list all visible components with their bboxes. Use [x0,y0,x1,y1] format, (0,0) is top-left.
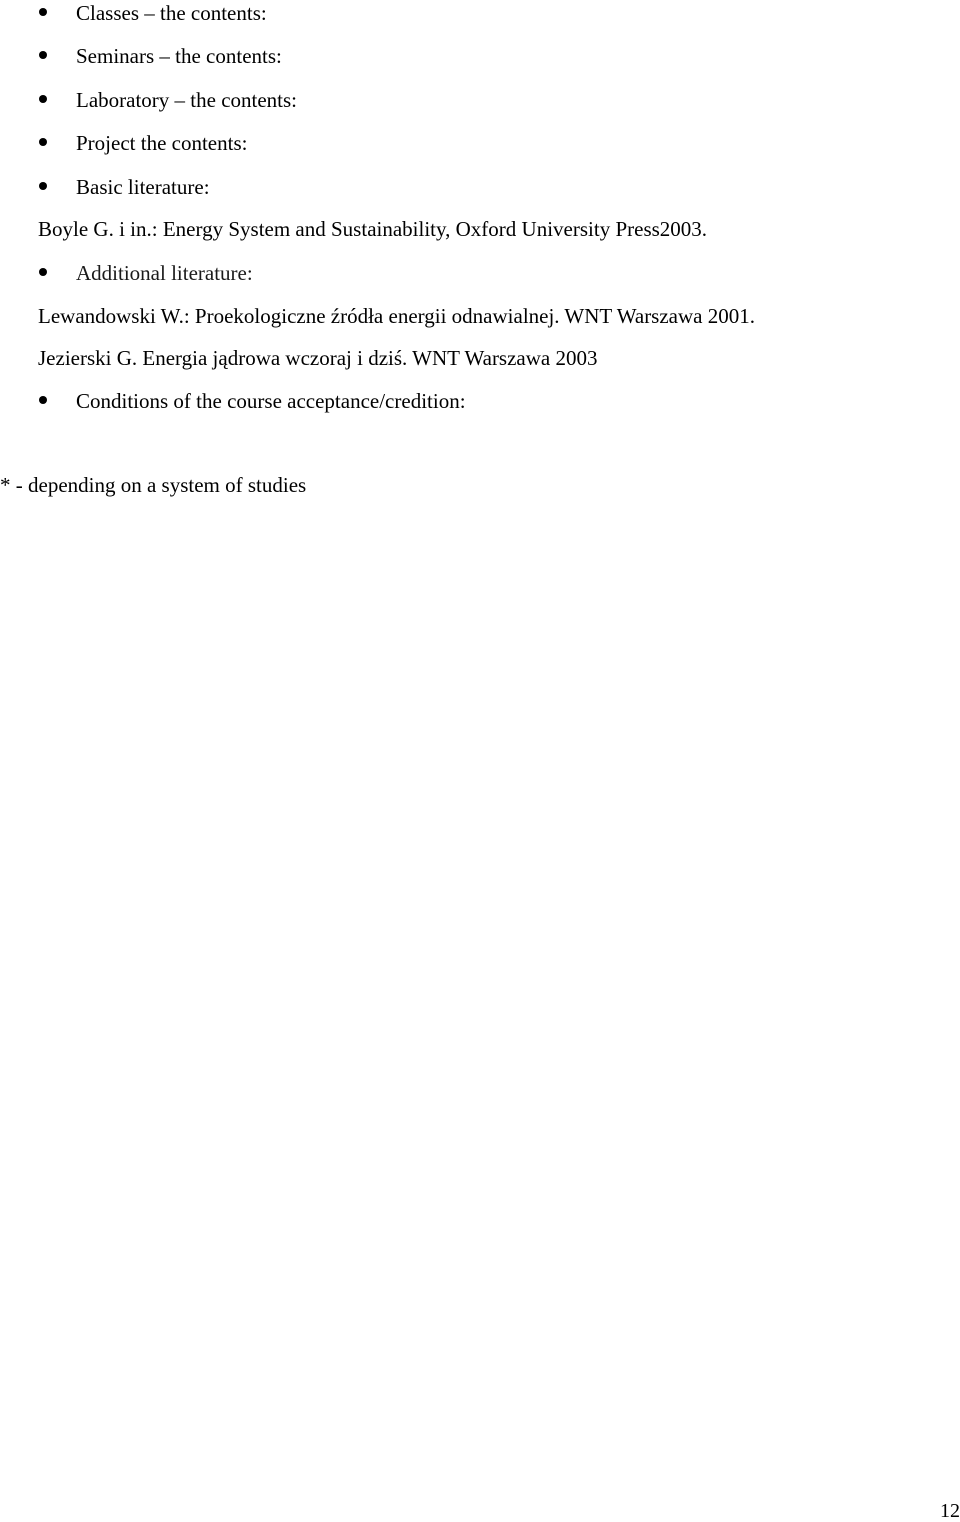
bullet-icon [39,396,47,404]
footnote: * - depending on a system of studies [0,473,307,497]
conditions-heading: Conditions of the course acceptance/credition: [76,389,466,413]
bullet-icon [39,51,47,59]
project-heading: Project the contents: [76,131,248,155]
laboratory-heading: Laboratory – the contents: [76,88,298,112]
bullet-icon [39,138,47,146]
basic-literature-reference: Boyle G. i in.: Energy System and Sustainability, Oxford University Press2003. [38,217,708,241]
bullet-icon [39,8,47,16]
basic-literature-heading: Basic literature: [76,175,210,199]
additional-literature-reference-2: Jezierski G. Energia jądrowa wczoraj i dziś. WNT Warszawa 2003 [38,346,598,370]
page-number: 12 [940,1500,960,1522]
seminars-heading: Seminars – the contents: [76,44,282,68]
additional-literature-reference-1: Lewandowski W.: Proekologiczne źródła energii odnawialnej. WNT Warszawa 2001. [38,304,755,328]
bullet-icon [39,95,47,103]
classes-heading: Classes – the contents: [76,1,267,25]
additional-literature-heading: Additional literature: [76,261,253,285]
bullet-icon [39,268,47,276]
bullet-icon [39,182,47,190]
